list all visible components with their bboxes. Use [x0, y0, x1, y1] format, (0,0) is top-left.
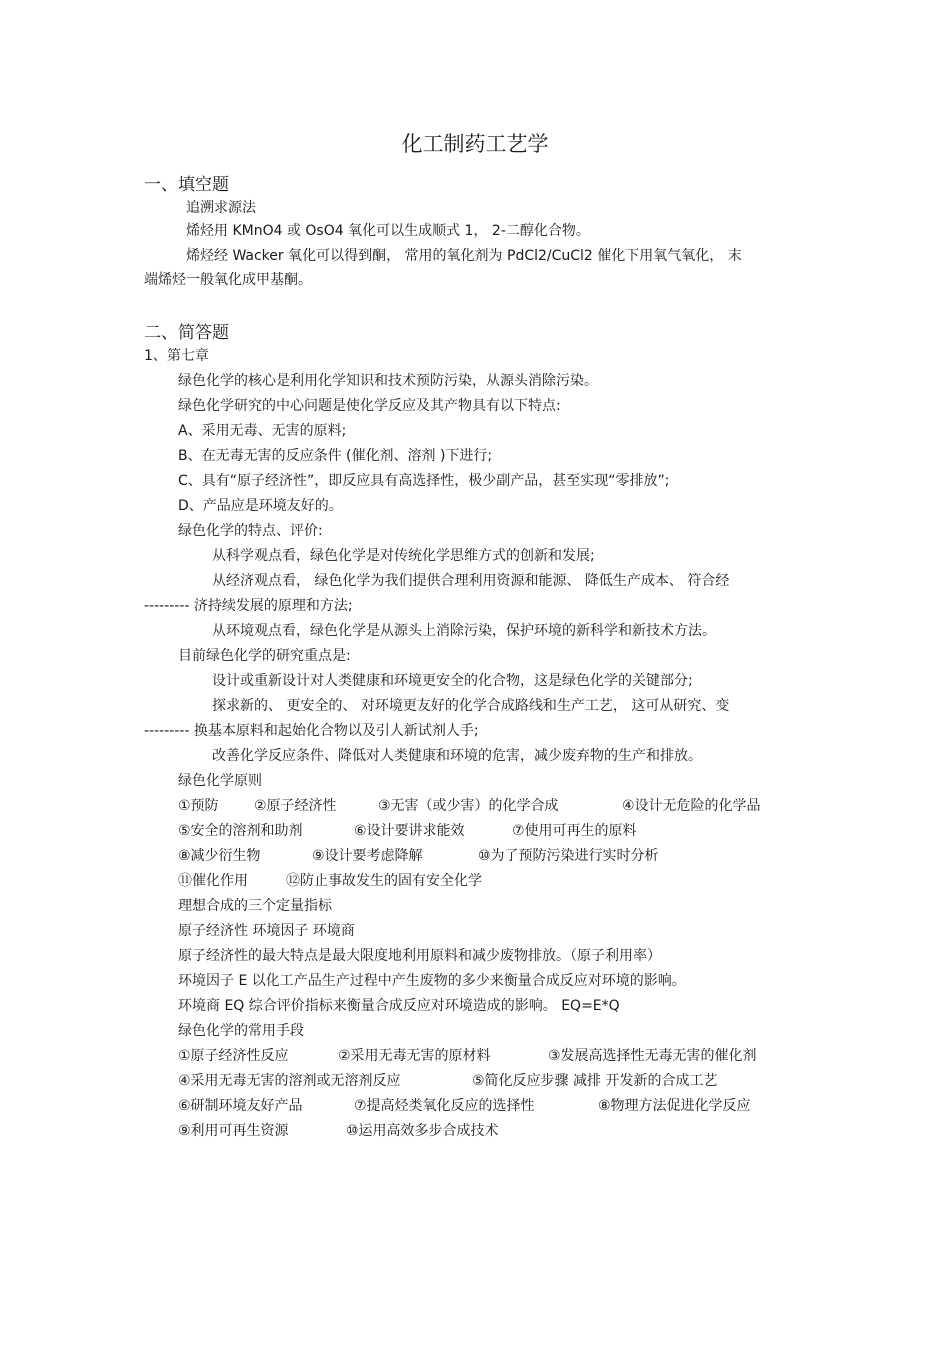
text-line: 烯烃经 Wacker 氧化可以得到酮， 常用的氧化剂为 PdCl2/CuCl2 催化下用氧气氧化， 末: [186, 248, 742, 264]
principle-item: ⑥设计要讲求能效: [354, 823, 465, 839]
subheading-means: 绿色化学的常用手段: [178, 1023, 304, 1039]
text-line: B、在无毒无害的反应条件 (催化剂、溶剂 )下进行;: [178, 448, 493, 464]
subheading-ideal-metrics: 理想合成的三个定量指标: [178, 898, 332, 914]
text-line: --------- 济持续发展的原理和方法;: [144, 598, 353, 614]
principle-item: ⑩为了预防污染进行实时分析: [478, 848, 659, 864]
text-line: 从环境观点看，绿色化学是从源头上消除污染，保护环境的新科学和新技术方法。: [212, 623, 716, 639]
principle-item: ⑨设计要考虑降解: [312, 848, 423, 864]
means-item: ⑨利用可再生资源: [178, 1123, 289, 1139]
text-line: 绿色化学的核心是利用化学知识和技术预防污染，从源头消除污染。: [178, 373, 598, 389]
means-item: ⑩运用高效多步合成技术: [346, 1123, 499, 1139]
text-line: C、具有“原子经济性”，即反应具有高选择性，极少副产品，甚至实现“零排放”;: [178, 473, 670, 489]
text-line: 从科学观点看，绿色化学是对传统化学思维方式的创新和发展;: [212, 548, 595, 564]
principle-item: ⑪催化作用: [178, 873, 248, 889]
principle-item: ⑫防止事故发生的固有安全化学: [286, 873, 482, 889]
text-line: 烯烃用 KMnO4 或 OsO4 氧化可以生成顺式 1， 2-二醇化合物。: [186, 223, 590, 239]
means-item: ⑦提高烃类氧化反应的选择性: [354, 1098, 535, 1114]
text-line: 环境商 EQ 综合评价指标来衡量合成反应对环境造成的影响。 EQ=E*Q: [178, 998, 620, 1014]
section-heading-short-answer: 二、简答题: [144, 323, 229, 343]
text-line: 环境因子 E 以化工产品生产过程中产生废物的多少来衡量合成反应对环境的影响。: [178, 973, 686, 989]
principle-item: ①预防: [178, 798, 219, 814]
text-line: 原子经济性 环境因子 环境商: [178, 923, 355, 939]
means-item: ②采用无毒无害的原材料: [338, 1048, 491, 1064]
principle-item: ③无害（或少害）的化学合成: [378, 798, 559, 814]
means-item: ⑧物理方法促进化学反应: [598, 1098, 751, 1114]
text-line: 绿色化学研究的中心问题是使化学反应及其产物具有以下特点:: [178, 398, 561, 414]
text-line: 从经济观点看， 绿色化学为我们提供合理利用资源和能源、 降低生产成本、 符合经: [212, 573, 730, 589]
text-line: 原子经济性的最大特点是最大限度地利用原料和减少废物排放。（原子利用率）: [178, 948, 661, 964]
document-title: 化工制药工艺学: [401, 132, 549, 156]
text-line: D、产品应是环境友好的。: [178, 498, 343, 514]
means-item: ③发展高选择性无毒无害的催化剂: [548, 1048, 757, 1064]
principle-item: ④设计无危险的化学品: [622, 798, 761, 814]
text-line: A、采用无毒、无害的原料;: [178, 423, 347, 439]
principle-item: ⑧减少衍生物: [178, 848, 261, 864]
subheading-principles: 绿色化学原则: [178, 773, 262, 789]
chapter-heading: 1、第七章: [144, 348, 209, 364]
text-line: 目前绿色化学的研究重点是:: [178, 648, 351, 664]
text-line: --------- 换基本原料和起始化合物以及引人新试剂人手;: [144, 723, 479, 739]
principle-item: ②原子经济性: [254, 798, 337, 814]
principle-item: ⑤安全的溶剂和助剂: [178, 823, 303, 839]
text-line: 设计或重新设计对人类健康和环境更安全的化合物，这是绿色化学的关键部分;: [212, 673, 693, 689]
section-heading-fill-blank: 一、填空题: [144, 175, 229, 195]
text-line: 绿色化学的特点、评价:: [178, 523, 323, 539]
text-line: 追溯求源法: [186, 200, 256, 216]
means-item: ⑥研制环境友好产品: [178, 1098, 303, 1114]
principle-item: ⑦使用可再生的原料: [512, 823, 637, 839]
text-line: 改善化学反应条件、降低对人类健康和环境的危害，减少废弃物的生产和排放。: [212, 748, 702, 764]
means-item: ①原子经济性反应: [178, 1048, 289, 1064]
text-line: 探求新的、 更安全的、 对环境更友好的化学合成路线和生产工艺， 这可从研究、变: [212, 698, 730, 714]
text-line: 端烯烃一般氧化成甲基酮。: [144, 272, 312, 288]
means-item: ⑤简化反应步骤 减排 开发新的合成工艺: [472, 1073, 718, 1089]
means-item: ④采用无毒无害的溶剂或无溶剂反应: [178, 1073, 401, 1089]
